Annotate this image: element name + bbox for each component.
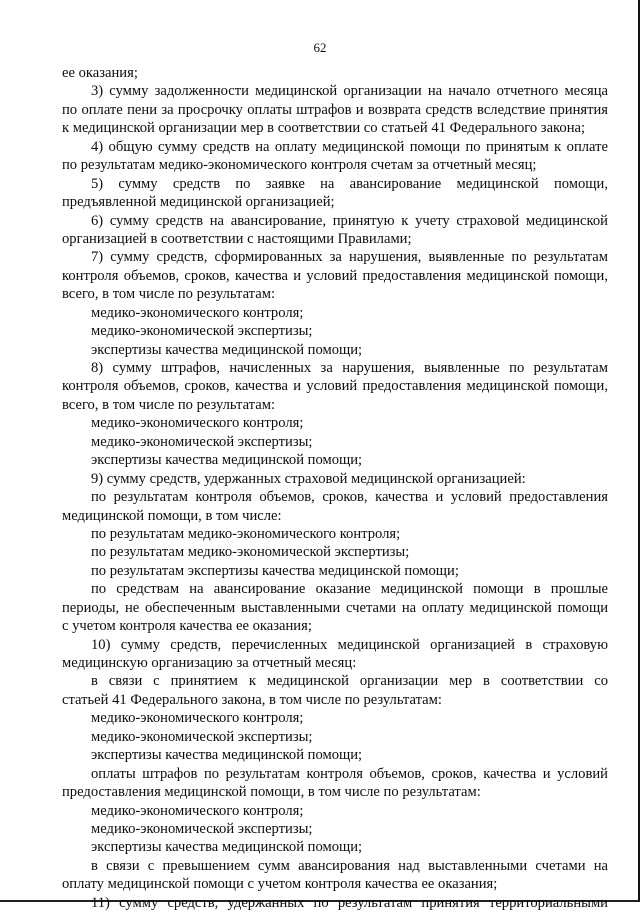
document-body — [62, 64, 608, 912]
text-line: 3) сумму задолженности медицинской организации на начало отчетного месяца — [91, 83, 608, 100]
text-line: медико-экономической экспертизы; — [91, 433, 313, 450]
text-line: медико-экономической экспертизы; — [91, 820, 313, 837]
text-line: с учетом контроля качества ее оказания; — [62, 618, 312, 635]
text-line: по средствам на авансирование оказание медицинской помощи в прошлые — [91, 581, 608, 598]
text-line: предоставления медицинской помощи, в том числе по результатам: — [62, 784, 481, 801]
text-line: медицинскую организацию за отчетный месяц: — [62, 655, 357, 671]
text-line: 9) сумму средств, удержанных страховой медицинской организацией: — [91, 470, 526, 487]
text-line: по результатам медико-экономического контроля счетам за отчетный месяц; — [62, 157, 537, 174]
text-line: 8) сумму штрафов, начисленных за нарушения, выявленные по результатам — [91, 360, 608, 376]
text-line: экспертизы качества медицинской помощи; — [91, 839, 363, 856]
text-line: 4) общую сумму средств на оплату медицинской помощи по принятым к оплате — [91, 138, 608, 155]
text-line: экспертизы качества медицинской помощи; — [91, 452, 363, 469]
text-line: оплату медицинской помощи с учетом контроля качества ее оказания; — [62, 876, 498, 893]
text-line: медико-экономического контроля; — [91, 710, 304, 727]
text-line: медицинской помощи, в том числе: — [62, 507, 282, 524]
text-line: периоды, не обеспеченным выставленными счетами на оплату медицинской помощи — [62, 599, 608, 616]
text-line: по результатам экспертизы качества медицинской помощи; — [91, 562, 459, 579]
text-line: медико-экономической экспертизы; — [91, 323, 313, 340]
text-line: медико-экономического контроля; — [91, 415, 304, 432]
text-line: контроля объемов, сроков, качества и условий предоставления медицинской помощи, — [62, 378, 608, 395]
text-line: предъявленной медицинской организацией; — [62, 194, 335, 211]
text-line: по результатам медико-экономической экспертизы; — [91, 544, 410, 561]
text-line: к медицинской организации мер в соответствии со статьей 41 Федерального закона; — [62, 120, 586, 137]
text-line: в связи с превышением сумм авансирования над выставленными счетами на — [91, 857, 608, 874]
text-line: 5) сумму средств по заявке на авансирование медицинской помощи, — [91, 175, 608, 192]
text-line: 10) сумму средств, перечисленных медицинской организацией в страховую — [91, 636, 608, 653]
text-line: экспертизы качества медицинской помощи; — [91, 747, 363, 764]
text-line: всего, в том числе по результатам: — [62, 396, 275, 413]
text-line: медико-экономического контроля; — [91, 304, 304, 321]
text-line: медико-экономической экспертизы; — [91, 728, 313, 745]
text-line: организацией в соответствии с настоящими Правилами; — [62, 230, 412, 247]
text-line: контроля объемов, сроков, качества и условий предоставления медицинской помощи, — [62, 267, 608, 284]
text-line: медико-экономического контроля; — [91, 802, 304, 819]
text-line: ее оказания; — [62, 65, 138, 81]
text-line: всего, в том числе по результатам: — [62, 286, 275, 303]
text-line: экспертизы качества медицинской помощи; — [91, 341, 363, 358]
page-number: 62 — [313, 40, 327, 55]
text-line: статьей 41 Федерального закона, в том числе по результатам: — [62, 691, 442, 708]
text-line: 11) сумму средств, удержанных по результатам принятия территориальными — [91, 894, 608, 911]
text-line: оплаты штрафов по результатам контроля объемов, сроков, качества и условий — [91, 765, 608, 782]
text-line: по результатам контроля объемов, сроков, качества и условий предоставления — [91, 489, 608, 506]
text-line: по оплате пени за просрочку оплаты штрафов и возврата средств вследствие принятия — [62, 101, 608, 118]
text-line: в связи с принятием к медицинской организации мер в соответствии со — [91, 673, 608, 690]
text-line: 6) сумму средств на авансирование, принятую к учету страховой медицинской — [91, 212, 608, 229]
text-line: 7) сумму средств, сформированных за нарушения, выявленные по результатам — [91, 249, 608, 266]
text-line: по результатам медико-экономического контроля; — [91, 525, 401, 542]
